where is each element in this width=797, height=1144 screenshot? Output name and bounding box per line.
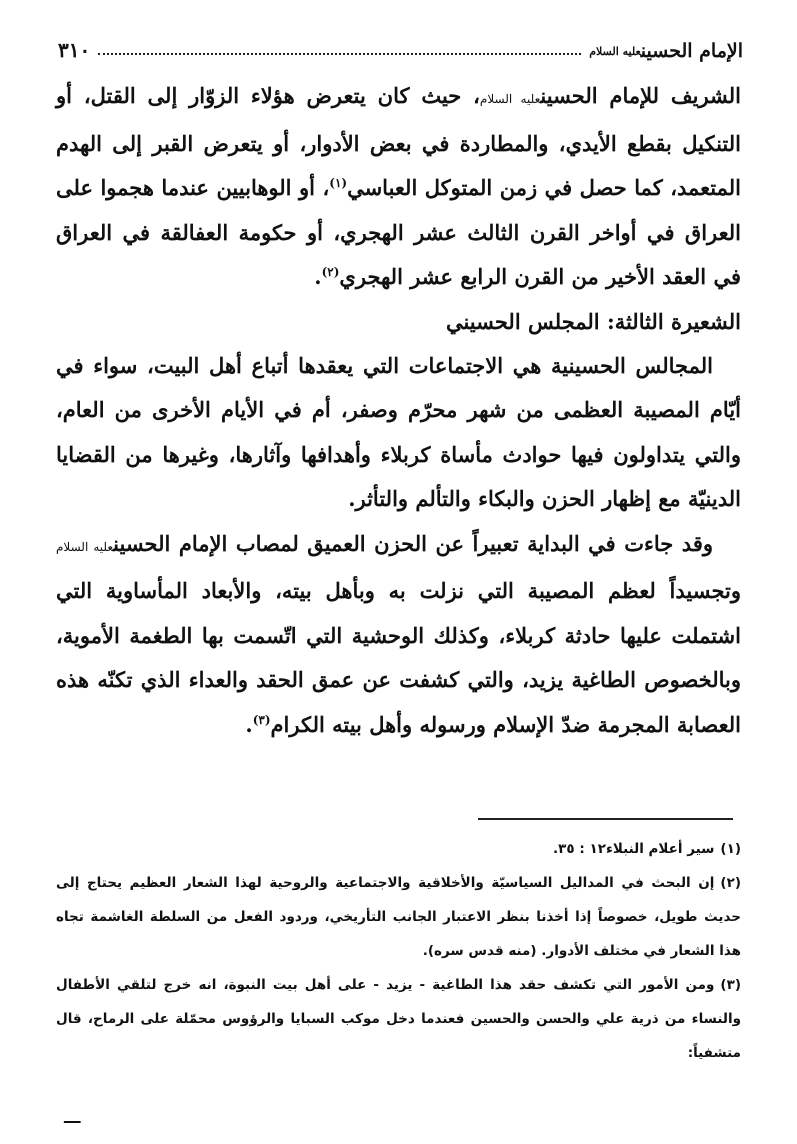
footnote-3: (٣)ومن الأمور التي تكشف حقد هذا الطاغية - يزيد - على أهل بيت النبوة، انه خرج لتلقي الأطفال والنساء من ذرية علي والحسن والحسين فعندما دخل موكب السبايا والرؤوس محمّلة على الرماح، قال متشفياً:: [56, 977, 741, 1061]
honorific-mark: عليه السلام: [479, 92, 541, 106]
footnote-1: (١)سير أعلام النبلاء١٢ : ٣٥.: [553, 841, 741, 857]
paragraph-2: المجالس الحسينية هي الاجتماعات التي يعقدها أتباع أهل البيت، سواء في أيّام المصيبة العظمى من شهر محرّم وصفر، أم في الأيام الأخرى من العام، والتي يتداولون فيها حوادث مأساة كربلاء وأهدافها وآثارها، وغيرها من القضايا الدينيّة مع إظهار الحزن والبكاء والتألم والتأثر.: [56, 352, 741, 511]
author-note-sign: (منه قدس سره).: [422, 943, 537, 959]
header-dot-leader: [98, 53, 581, 55]
honorific-mark: عليه السلام: [589, 45, 641, 58]
honorific-mark: عليه السلام: [56, 539, 114, 554]
paragraph-3: وقد جاءت في البداية تعبيراً عن الحزن العميق لمصاب الإمام الحسينعليه السلام وتجسيداً لعظم المصيبة التي نزلت به وبأهل بيته، والأبعاد المأساوية التي اشتملت عليها حادثة كربلاء، وكذلك الوحشية التي اتّسمت بها الطغمة الأموية، وبالخصوص الطاغية يزيد، والتي كشفت عن عمق الحقد والعداء الذي تكنّه هذه العصابة المجرمة ضدّ الإسلام ورسوله وأهل بيته الكرام$^{(٣)}$.: [56, 530, 741, 737]
catchword: ـــ: [64, 1108, 81, 1127]
footnote-ref-3: (٣): [252, 712, 271, 727]
footnote-ref-2: (٢): [321, 265, 340, 279]
section-heading: الشعيرة الثالثة: المجلس الحسيني: [445, 308, 741, 334]
running-title: الإمام الحسينعليه السلام: [589, 40, 743, 62]
footnote-separator: [478, 818, 733, 820]
footnotes: [56, 832, 741, 1070]
page-header: [58, 30, 743, 62]
page-number: ٣١٠: [58, 38, 91, 62]
paragraph-1: الشريف للإمام الحسينعليه السلام، حيث كان يتعرض هؤلاء الزوّار إلى القتل، أو التنكيل بقطع الأيدي، والمطاردة في بعض الأدوار، أو يتعرض القبر إلى الهدم المتعمد، كما حصل في زمن المتوكل العباسي$^{(١)}$، أو الوهابيين عندما هجموا على العراق في أواخر القرن الثالث عشر الهجري، أو حكومة العفالقة في العراق في العقد الأخير من القرن الرابع عشر الهجري$^{(٢)}$.: [56, 83, 742, 289]
footnote-ref-1: (١): [329, 176, 348, 190]
main-text: [56, 74, 741, 747]
footnote-2: (٢)إن البحث في المداليل السياسيّة والأخلاقية والاجتماعية والروحية لهذا الشعار العظيم يحتاج إلى حديث طويل، خصوصاً إذا أخذنا بنظر الاعتبار الجانب التأريخي، وردود الفعل من السلطة الغاشمة تجاه هذا الشعار في مختلف الأدوار. (منه قدس سره).: [56, 875, 741, 959]
